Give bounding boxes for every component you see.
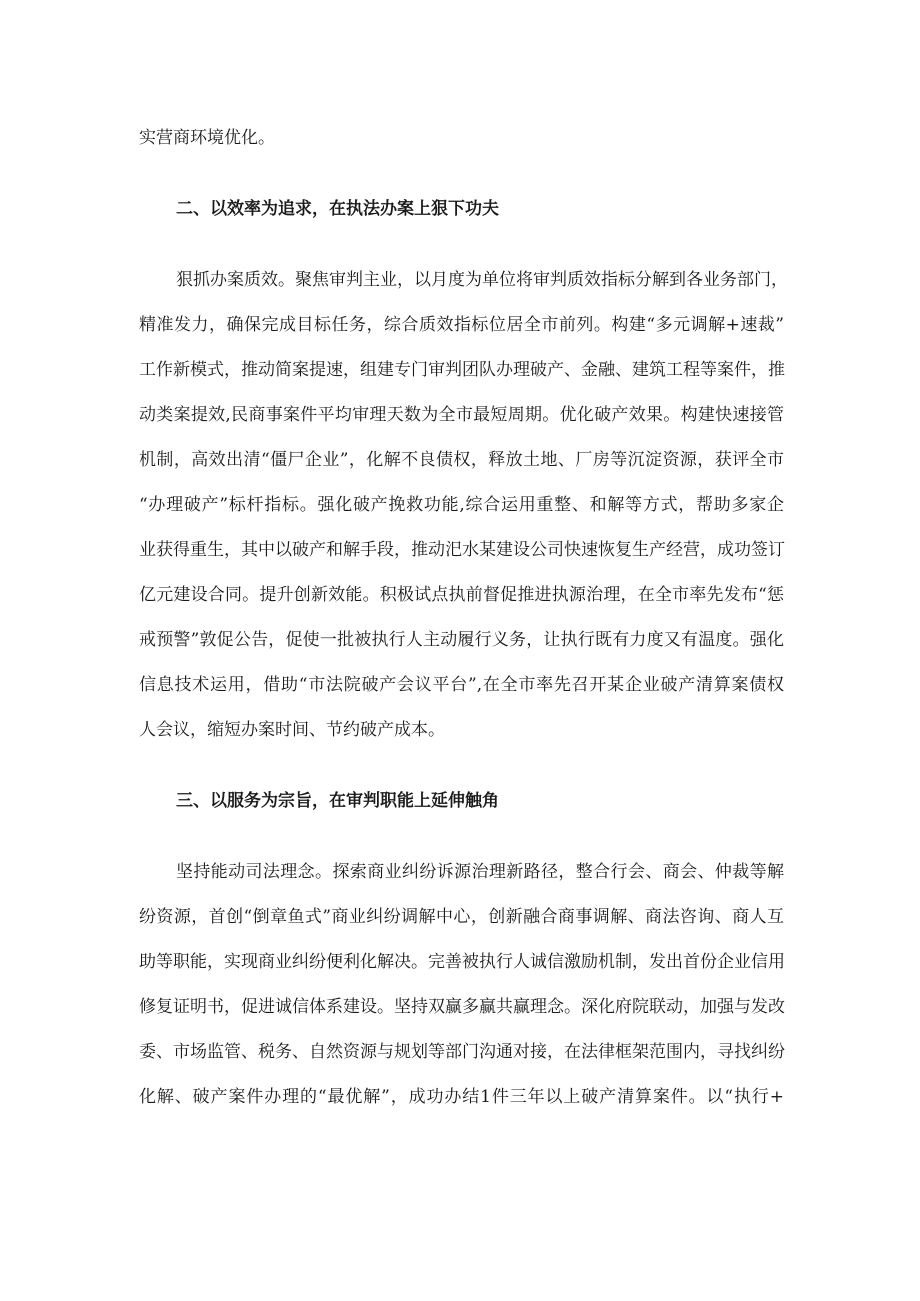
paragraph-line: 坚持能动司法理念。探索商业纠纷诉源治理新路径，整合行会、商会、仲裁等解 [176,862,784,882]
paragraph-line: 人会议，缩短办案时间、节约破产成本。 [139,720,445,740]
section-heading: 三、以服务为宗旨，在审判职能上延伸触角 [176,791,499,811]
paragraph-line: 业获得重生，其中以破产和解手段，推动汜水某建设公司快速恢复生产经营，成功签订 [139,540,785,560]
paragraph-line: 信息技术运用，借助“市法院破产会议平台”,在全市率先召开某企业破产清算案债权 [139,675,784,695]
paragraph-line: 精准发力，确保完成目标任务，综合质效指标位居全市前列。构建“多元调解+速裁” [139,315,784,335]
paragraph-line: 纷资源，首创“倒章鱼式”商业纠纷调解中心，创新融合商事调解、商法咨询、商人互 [139,907,784,927]
paragraph-line: 戒预警”敦促公告，促使一批被执行人主动履行义务，让执行既有力度又有温度。强化 [139,630,784,650]
paragraph-line: 实营商环境优化。 [139,128,275,148]
paragraph-line: “办理破产”标杆指标。强化破产挽救功能,综合运用重整、和解等方式，帮助多家企 [139,495,784,515]
paragraph-line: 动类案提效,民商事案件平均审理天数为全市最短周期。优化破产效果。构建快速接管 [139,405,784,425]
paragraph-line: 狠抓办案质效。聚焦审判主业，以月度为单位将审判质效指标分解到各业务部门， [176,270,788,290]
paragraph-line: 修复证明书，促进诚信体系建设。坚持双赢多赢共赢理念。深化府院联动，加强与发改 [139,997,785,1017]
paragraph-line: 机制，高效出清“僵尸企业”，化解不良债权，释放土地、厂房等沉淀资源，获评全市 [139,450,784,470]
paragraph-line: 委、市场监管、税务、自然资源与规划等部门沟通对接，在法律框架范围内，寻找纠纷 [139,1042,785,1062]
paragraph-line: 助等职能，实现商业纠纷便利化解决。完善被执行人诚信激励机制，发出首份企业信用 [139,952,785,972]
paragraph-line: 化解、破产案件办理的“最优解”，成功办结1件三年以上破产清算案件。以“执行+ [139,1087,784,1107]
paragraph-line: 亿元建设合同。提升创新效能。积极试点执前督促推进执源治理，在全市率先发布“惩 [139,585,784,605]
paragraph-line: 工作新模式，推动简案提速，组建专门审判团队办理破产、金融、建筑工程等案件，推 [139,360,785,380]
section-heading: 二、以效率为追求，在执法办案上狠下功夫 [176,199,499,219]
